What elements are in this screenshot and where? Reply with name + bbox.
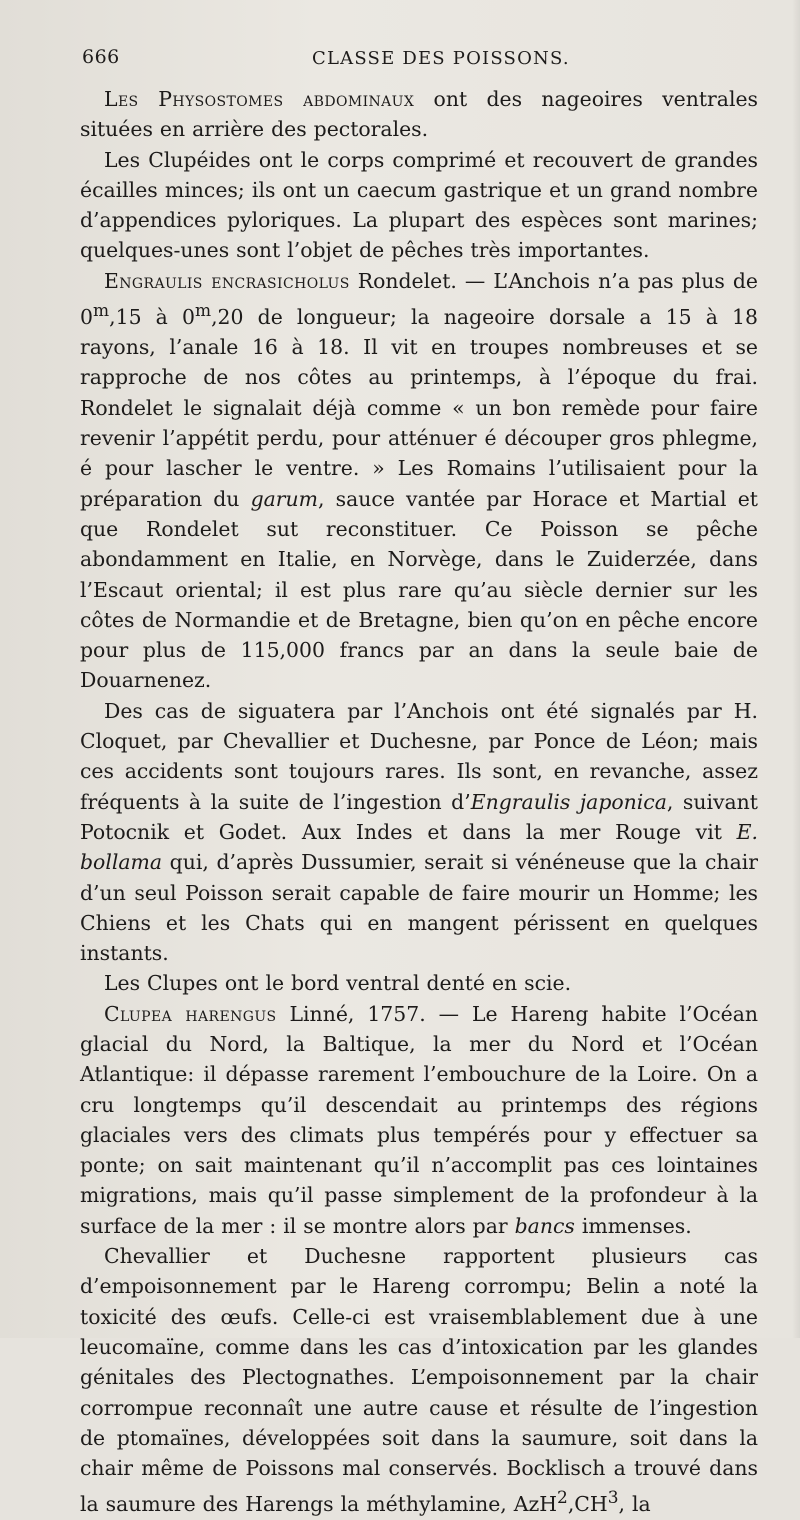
italic-e-bollama: E. bollama	[80, 819, 758, 875]
paragraph-clupea	[80, 999, 758, 1241]
paragraph-siguatera	[80, 696, 758, 969]
paragraph-engraulis	[80, 266, 758, 696]
paragraph-text: ont des nageoires ventrales situées en arrière des pectorales.	[80, 87, 758, 142]
paragraph-text: Les Clupes ont le bord ventral denté en scie.	[104, 971, 572, 996]
page-header	[80, 40, 758, 74]
term-physostomes: Les Physostomes abdominaux	[104, 87, 415, 111]
paragraph-text: , sauce vantée par Horace et Martial et que Rondelet sut reconstituer. Ce Poisson se pêche abondamment en Italie, en Norvège, dans le Zuiderzée, dans l’Escaut oriental; il est plus rare qu’au siècle dernier sur les côtes de Normandie et de Bretagne, bien qu’on en pêche encore pour plus de 115,000 francs par an dans la seule baie de Douarnenez.	[80, 486, 758, 693]
paragraph-text: Des cas de siguatera par l’Anchois ont été signalés par H. Cloquet, par Chevallier et Duchesne, par Ponce de Léon; mais ces accidents sont toujours rares. Ils sont, en revanche, assez fréquents à la suite de l’ingestion d’	[80, 698, 758, 814]
paragraph-text: , la	[618, 1492, 651, 1517]
paragraph-physostomes	[80, 84, 758, 145]
body-text	[80, 84, 758, 1520]
paragraph-text: Linné, 1757. — Le Hareng habite l’Océan glacial du Nord, la Baltique, la mer du Nord et l’Océan Atlantique: il dépasse rarement l’embouchure de la Loire. On a cru longtemps qu’il descendait au printemps des régions glaciales vers des climats plus tempérés pour y effectuer sa ponte; on sait maintenant qu’il n’accomplit pas ces lointaines migrations, mais qu’il passe simplement de la profondeur à la surface de la mer : il se montre alors par	[80, 1001, 758, 1238]
paragraph-empoisonnement	[80, 1241, 758, 1519]
paragraph-text: ,20 de longueur; la nageoire dorsale a 15 à 18 rayons, l’anale 16 à 18. Il vit en troupes nombreuses et se rapproche de nos côtes au printemps, à l’époque du frai. Rondelet le signalait déjà comme « un bon remède pour faire revenir l’appétit perdu, pour atténuer é découper gros phlegme, é pour lascher le ventre. » Les Romains l’utilisaient pour la préparation du	[80, 304, 758, 511]
page-number: 666	[82, 46, 120, 68]
paragraph-text: qui, d’après Dussumier, serait si vénéneuse que la chair d’un seul Poisson serait capable de faire mourir un Homme; les Chiens et les Chats qui en mangent périssent en quelques instants.	[80, 850, 758, 966]
italic-garum: garum	[250, 486, 319, 511]
paragraph-text: Chevallier et Duchesne rapportent plusieurs cas d’empoisonnement par le Hareng corrompu; Belin a noté la toxicité des œufs. Celle-ci est vraisemblablement due à une leucomaïne, comme dans les cas d’intoxication par les glandes génitales des Plectognathes. L’empoisonnement par la chair corrompue reconnaît une autre cause et résulte de l’ingestion de ptomaïnes, développées soit dans la saumure, soit dans la chair même de Poissons mal conservés. Bocklisch a trouvé dans la saumure des Harengs la méthylamine, AzH	[80, 1244, 758, 1517]
italic-engraulis-japonica: Engraulis japonica	[470, 789, 667, 814]
paragraph-clupes	[80, 968, 758, 998]
paragraph-text: , suivant Potocnik et Godet. Aux Indes et dans la mer Rouge vit	[80, 789, 759, 844]
paragraph-clupeides	[80, 145, 758, 266]
species-clupea: Clupea harengus	[104, 1001, 277, 1026]
unit-superscript: m	[92, 301, 110, 322]
paragraph-text: immenses.	[574, 1213, 692, 1238]
page-edge-shadow	[792, 0, 800, 1338]
formula-superscript: 2	[556, 1488, 568, 1509]
italic-bancs: bancs	[514, 1213, 575, 1238]
unit-superscript: m	[194, 301, 212, 322]
formula-superscript: 3	[607, 1488, 619, 1509]
paragraph-text: Les Clupéides ont le corps comprimé et recouvert de grandes écailles minces; ils ont un caecum gastrique et un grand nombre d’appendices pyloriques. La plupart des espèces sont marines; quelques-unes sont l’objet de pêches très importantes.	[80, 147, 758, 263]
paragraph-text: ,CH	[567, 1492, 608, 1517]
paragraph-text: Rondelet. — L’Anchois n’a pas plus de 0	[80, 268, 758, 329]
species-engraulis: Engraulis encrasicholus	[104, 268, 350, 293]
running-title: CLASSE DES POISSONS.	[312, 48, 570, 69]
paragraph-text: ,15 à 0	[109, 304, 195, 329]
